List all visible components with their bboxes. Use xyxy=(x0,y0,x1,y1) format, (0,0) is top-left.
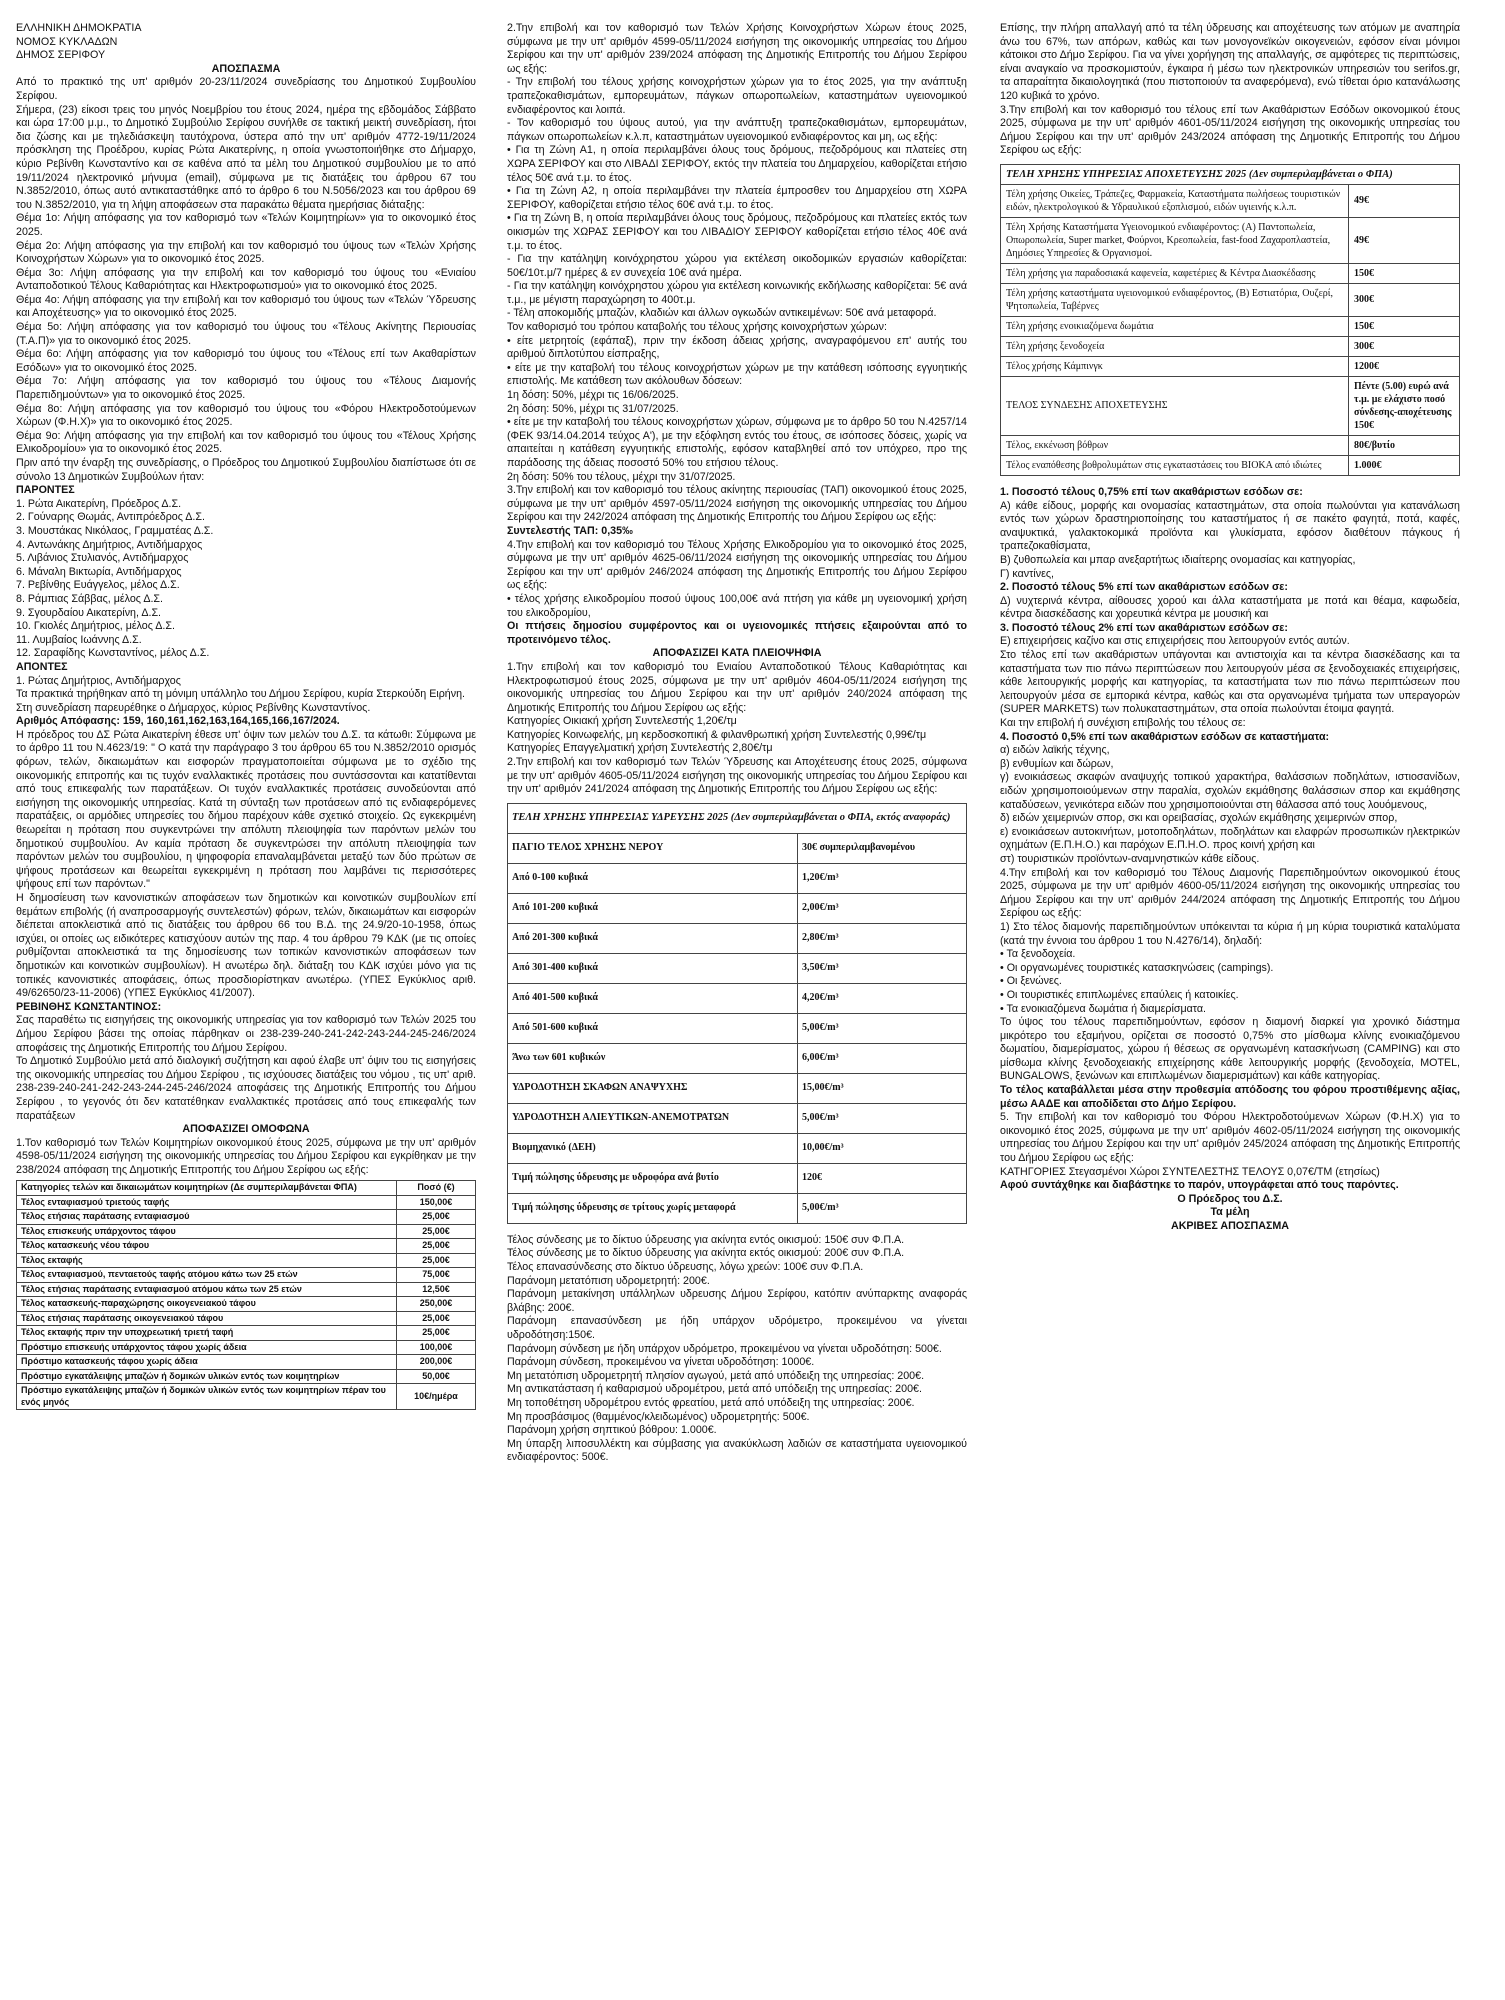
fee-label: Πρόστιμο εγκατάλειψης μπαζών ή δομικών υλικών εντός των κοιμητηρίων xyxy=(17,1369,397,1384)
agenda-item: Θέμα 9ο: Λήψη απόφασης για την επιβολή και τον καθορισμό του ύψους του «Τέλους Χρήσης Ελικοδρομίου» για το οικονομικό έτος 2025. xyxy=(16,429,476,456)
cemetery-fees-table xyxy=(16,1180,476,1410)
rate-heading: 2. Ποσοστό τέλους 5% επί των ακαθάριστων εσόδων σε: xyxy=(1000,581,1288,594)
list-item: β) ενθυμίων και δώρων, xyxy=(1000,757,1114,770)
fee-value: 49€ xyxy=(1349,184,1460,217)
member: 7. Ρεβίνθης Ευάγγελος, μέλος Δ.Σ. xyxy=(16,579,180,592)
table-header-cell: Ποσό (€) xyxy=(397,1181,476,1196)
sewer-fees-table xyxy=(1000,164,1460,476)
fee-label: Από 201-300 κυβικά xyxy=(508,923,798,953)
fee-value: 150,00€ xyxy=(397,1195,476,1210)
table-row xyxy=(17,1384,476,1410)
paragraph: Τέλος σύνδεσης με το δίκτυο ύδρευσης για ακίνητα εκτός οικισμού: 200€ συν Φ.Π.Α. xyxy=(507,1247,905,1260)
paragraph: Η δημοσίευση των κανονιστικών αποφάσεων των δημοτικών και κοινοτικών συμβουλίων επί θεμάτων επιβολής (ή αναπροσαρμογής συντελεστών) φόρων, τελών, δικαιωμάτων και εισφορών διέπεται αποκλειστικά από τις διατάξεις του άρθρου 66 του Β.Δ. της 24.9/20-10-1958, όπως ισχύει, οι οποίες ως ειδικότερες κατισχύουν αυτών της παρ. 4 του άρθρου 79 ΚΔΚ (με τις οποίες ρυθμίζονται αποκλειστικά τα της δημοσίευσης των τοπικών κανονιστικών αποφάσεων των δημοτικών και κοινοτικών συμβουλίων). Η ανωτέρω δηλ. διάταξη του ΚΔΚ ισχύει μόνο για τις τοπικές κανονιστικές αποφάσεις, όπως προσδιορίστηκαν ανωτέρω. (ΥΠΕΣ Εγκύκλιος αριθ. 49/62650/23-11-2006) (ΥΠΕΣ Εγκύκλιος 41/2007). xyxy=(16,892,476,1000)
member: 10. Γκιολές Δημήτριος, μέλος Δ.Σ. xyxy=(16,620,175,633)
certified-extract: ΑΚΡΙΒΕΣ ΑΠΟΣΠΑΣΜΑ xyxy=(1170,1220,1289,1232)
paragraph: Παράνομη σύνδεση με ήδη υπάρχον υδρόμετρο, προκειμένου να γίνεται υδροδότηση: 500€. xyxy=(507,1342,942,1355)
paragraph: Παράνομη επανασύνδεση με ήδη υπάρχον υδρόμετρο, προκειμένου να γίνεται υδροδότηση:150€. xyxy=(507,1315,967,1341)
table-row xyxy=(508,1163,967,1193)
table-row xyxy=(508,1193,967,1223)
fee-label: ΤΕΛΟΣ ΣΥΝΔΕΣΗΣ ΑΠΟΧΕΤΕΥΣΗΣ xyxy=(1001,376,1349,435)
fee-label: ΥΔΡΟΔΟΤΗΣΗ ΑΛΙΕΥΤΙΚΩΝ-ΑΝΕΜΟΤΡΑΤΩΝ xyxy=(508,1103,798,1133)
paragraph: Μη μετατόπιση υδρομετρητή πλησίον αγωγού, μετά από υπόδειξη της υπηρεσίας: 200€. xyxy=(507,1369,925,1382)
paragraph: Σήμερα, (23) είκοσι τρεις του μηνός Νοεμβρίου του έτους 2024, ημέρα της εβδομάδος Σάββατο και ώρα 17:00 μ.μ., το Δημοτικό Συμβούλιο Σερίφου συνήλθε σε τακτική μεικτή συνεδρίαση, ήτοι δια ζώσης και με τηλεδιάσκεψη ταυτόχρονα, ύστερα από την υπ' αριθμόν 4772-19/11/2024 πρόσκληση της Προέδρου, κυρίας Ρώτα Αικατερίνης, η οποία γνωστοποιήθηκε στο Δήμαρχο, κύριο Ρεβίνθη Κωνσταντίνο και σε καθένα από τα μέλη του Δημοτικού συμβουλίου με το από 19/11/2024 ηλεκτρονικό μήνυμα (email), σύμφωνα με τις διατάξεις του άρθρου 67 του Ν.3852/2010, όπως αυτό αντικαταστάθηκε από το άρθρο 6 του Ν.5056/2023 και του άρθρου 69 του Ν.3852/2010, για τη λήψη αποφάσεων στα παρακάτω θέματα ημερήσιας διάταξης: xyxy=(16,103,476,211)
paragraph: 1) Στο τέλος διαμονής παρεπιδημούντων υπόκεινται τα κύρια ή μη κύρια τουριστικά καταλύματα (κατά την έννοια του άρθρου 1 του Ν.4276/14), δηλαδή: xyxy=(1000,920,1460,947)
table-row xyxy=(1001,316,1460,336)
bullet-item: • Τα ξενοδοχεία. xyxy=(1000,948,1076,961)
fee-label: Βιομηχανικό (ΔΕΗ) xyxy=(508,1133,798,1163)
list-item: δ) ειδών χειμερινών σπορ, σκι και ορειβασίας, σχολών εκμάθησης χειμερινών σπορ, xyxy=(1000,812,1398,825)
paragraph: 2η δόση: 50% του τέλους, μέχρι την 31/07/2025. xyxy=(507,470,736,483)
absent-heading: ΑΠΟΝΤΕΣ xyxy=(16,660,68,673)
decision-heading: ΑΠΟΦΑΣΙΖΕΙ ΚΑΤΑ ΠΛΕΙΟΨΗΦΙΑ xyxy=(652,647,822,660)
list-item: γ) ενοικιάσεως σκαφών αναψυχής τοπικού χαρακτήρα, θαλάσσιων ποδηλάτων, ιστιοσανίδων, ειδών χρησιμοποιούμενων στην παραλία, σχολών εκμάθησης θαλάσσιων σπορ και εκμάθησης καταδύσεων, γενικότερα ειδών που χρησιμοποιούνται στη θάλασσα από τους λουόμενους, xyxy=(1000,771,1460,811)
paragraph: 2.Την επιβολή και τον καθορισμό των Τελών Ύδρευσης και Αποχέτευσης έτους 2025, σύμφωνα με την υπ' αριθμόν 4605-05/11/2024 εισήγηση της οικονομικής υπηρεσίας του Δήμου Σερίφου και την υπ' αριθμόν 241/2024 απόφαση της Δημοτικής Επιτροπής του Δήμου Σερίφου ως εξής: xyxy=(507,756,967,796)
table-row xyxy=(1001,184,1460,217)
fee-value: 30€ συμπεριλαμβανομένου xyxy=(798,833,967,863)
paragraph: 2η δόση: 50%, μέχρι τις 31/07/2025. xyxy=(507,402,679,415)
fee-label: Από 0-100 κυβικά xyxy=(508,863,798,893)
fee-value: 5,00€/m³ xyxy=(798,1103,967,1133)
bullet-item: • Για τη Ζώνη Β, η οποία περιλαμβάνει όλους τους δρόμους, πεζοδρόμους και πλατείες εκτός των οικισμών της ΧΩΡΑΣ ΣΕΡΙΦΟΥ και του ΛΙΒΑΔΙΟΥ ΣΕΡΙΦΟΥ καθορίζεται ετήσιο τέλος 40€ ανά τ.μ. το έτος. xyxy=(507,212,967,252)
table-row xyxy=(17,1268,476,1283)
fee-value: 3,50€/m³ xyxy=(798,953,967,983)
bullet-item: • είτε με την καταβολή του τέλους κοινοχρήστων χώρων, σύμφωνα με το άρθρο 50 του Ν.4257/14 (ΦΕΚ 93/14.04.2014 τεύχος Α'), με την εξόφληση εντός του έτους, σε ισόποσες δόσεις, χωρίς να απαιτείται η κατάθεση εγγυητικής επιστολής, εφόσον καταβληθεί από τον υπόχρεο, προ της παράδοσης της άδειας ποσοστό 50% του ετήσιου τέλους. xyxy=(507,416,967,469)
bullet-item: • Τα ενοικιαζόμενα δωμάτια ή διαμερίσματα. xyxy=(1000,1002,1207,1015)
fee-label: Τέλη χρήσης για παραδοσιακά καφενεία, καφετέριες & Κέντρα Διασκέδασης xyxy=(1001,263,1349,283)
fee-value: 250,00€ xyxy=(397,1297,476,1312)
list-item: στ) τουριστικών προϊόντων-αναμνηστικών κάθε είδους. xyxy=(1000,852,1260,865)
paragraph: Το τέλος καταβάλλεται μέσα στην προθεσμία απόδοσης του φόρου προστιθέμενης αξίας, μέσω ΑΑΔΕ και αποδίδεται στο Δήμο Σερίφου. xyxy=(1000,1084,1460,1110)
present-heading: ΠΑΡΟΝΤΕΣ xyxy=(16,484,75,497)
fee-value: 49€ xyxy=(1349,217,1460,263)
column-3 xyxy=(1000,22,1460,1234)
table-row xyxy=(1001,336,1460,356)
table-header-cell: Κατηγορίες τελών και δικαιωμάτων κοιμητηρίων (Δε συμπεριλαμβάνεται ΦΠΑ) xyxy=(17,1181,397,1196)
fee-label: Τέλος ετήσιας παράτασης ενταφιασμού ατόμου κάτω των 25 ετών xyxy=(17,1282,397,1297)
fee-label: Τέλος εκταφής πριν την υποχρεωτική τριετή ταφή xyxy=(17,1326,397,1341)
paragraph: Οι πτήσεις δημοσίου συμφέροντος και οι υγειονομικές πτήσεις εξαιρούνται από το προτεινόμενο τέλος. xyxy=(507,620,967,646)
table-row xyxy=(1001,455,1460,475)
paragraph: Στο τέλος επί των ακαθάριστων υπάγονται και αντιστοιχία και τα κέντρα διασκέδασης και τα καταστήματα των πιο πάνω περιπτώσεων που λειτουργούν μέσα σε ξενοδοχειακές επιχειρήσεις, κάθε λειτουργικής μορφής και κατηγορίας, τα καταστήματα των πιο πάνω περιπτώσεων που λειτουργούν μέσα σε εμπορικά κέντρα, καθώς και στα οργανωμένα τμήματα των υπεραγορών (SUPER MARKETS) των πολυκαταστημάτων, στα οποία πωλούνται έτοιμα φαγητά. xyxy=(1000,649,1460,716)
fee-label: Άνω των 601 κυβικών xyxy=(508,1043,798,1073)
signature-members: Τα μέλη xyxy=(1210,1206,1250,1219)
paragraph: Μη προσβάσιμος (θαμμένος/κλειδωμένος) υδρομετρητής: 500€. xyxy=(507,1410,810,1423)
table-row xyxy=(1001,435,1460,455)
fee-value: 4,20€/m³ xyxy=(798,983,967,1013)
fee-value: 15,00€/m³ xyxy=(798,1073,967,1103)
table-row xyxy=(1001,283,1460,316)
paragraph: - Για την κατάληψη κοινόχρηστου χώρου για εκτέλεση κοινωνικής εκδήλωσης καθορίζεται: 5€ ανά τ.μ., με μέγιστη παραχώρηση το 400τ.μ. xyxy=(507,280,967,306)
paragraph: Παράνομη χρήση σηπτικού βόθρου: 1.000€. xyxy=(507,1424,717,1437)
fee-label: Τέλος κατασκευής-παραχώρησης οικογενειακού τάφου xyxy=(17,1297,397,1312)
paragraph: Τέλος επανασύνδεσης στο δίκτυο ύδρευσης, λόγω χρεών: 100€ συν Φ.Π.Α. xyxy=(507,1261,864,1274)
member: 2. Γούναρης Θωμάς, Αντιπρόεδρος Δ.Σ. xyxy=(16,511,205,524)
paragraph: Τέλος σύνδεσης με το δίκτυο ύδρευσης για ακίνητα εντός οικισμού: 150€ συν Φ.Π.Α. xyxy=(507,1233,905,1246)
fee-value: 2,80€/m³ xyxy=(798,923,967,953)
bullet-item: • τέλος χρήσης ελικοδρομίου ποσού ύψους 100,00€ ανά πτήση για κάθε μη υγειονομική χρήση του ελικοδρομίου, xyxy=(507,592,967,619)
paragraph: Μη τοποθέτηση υδρομέτρου εντός φρεατίου, μετά από υπόδειξη της υπηρεσίας: 200€. xyxy=(507,1396,915,1409)
table-row xyxy=(17,1195,476,1210)
paragraph: Μη αντικατάσταση ή καθαρισμού υδρομέτρου, μετά από υπόδειξη της υπηρεσίας: 200€. xyxy=(507,1383,922,1396)
header-line-1: ΕΛΛΗΝΙΚΗ ΔΗΜΟΚΡΑΤΙΑ xyxy=(16,22,142,34)
bullet-item: • Οι ξενώνες. xyxy=(1000,975,1062,988)
table-row xyxy=(17,1326,476,1341)
agenda-item: Θέμα 4ο: Λήψη απόφασης για την επιβολή και τον καθορισμό του ύψους των «Τελών Ύδρευσης και Αποχέτευσης» για το οικονομικό έτος 2025. xyxy=(16,293,476,320)
paragraph: Β) ζυθοπωλεία και μπαρ ανεξαρτήτως ιδιαίτερης ονομασίας και κατηγορίας, xyxy=(1000,553,1356,566)
fee-label: Τέλος, εκκένωση βόθρων xyxy=(1001,435,1349,455)
paragraph: - Για την κατάληψη κοινόχρηστου χώρου για εκτέλεση οικοδομικών εργασιών καθορίζεται: 50€/10τ.μ/7 ημέρες & εν συνεχεία 10€ ανά ημέρα. xyxy=(507,253,967,279)
water-fees-table xyxy=(507,803,967,1224)
member: 3. Μουστάκας Νικόλαος, Γραμματέας Δ.Σ. xyxy=(16,524,214,537)
paragraph: 4.Την επιβολή και τον καθορισμό του Τέλους Χρήσης Ελικοδρομίου για το οικονομικό έτος 2025, σύμφωνα με την υπ' αριθμόν 4625-06/11/2024 εισήγηση της οικονομικής υπηρεσίας του Δήμου Σερίφου και την υπ' αριθμόν 246/2024 απόφαση της Δημοτικής Επιτροπής του Δήμου Σερίφου ως εξής: xyxy=(507,538,967,592)
paragraph: Ε) επιχειρήσεις καζίνο και στις επιχειρήσεις που λειτουργούν εντός αυτών. xyxy=(1000,635,1350,648)
list-item: ε) ενοικιάσεων αυτοκινήτων, μοτοποδηλάτων, ποδηλάτων και ελαφρών προσωπικών ηλεκτρικών οχημάτων (Ε.Π.Η.Ο.) και παρόχων Ε.Π.Η.Ο. προς κοινή χρήση και xyxy=(1000,825,1460,852)
fee-value: 75,00€ xyxy=(397,1268,476,1283)
agenda-item: Θέμα 2ο: Λήψη απόφασης για την επιβολή και τον καθορισμό του ύψους των «Τελών Χρήσης Κοινοχρήστων Χώρων» για το οικονομικό έτος 2025. xyxy=(16,239,476,266)
paragraph: Παράνομη σύνδεση, προκειμένου να γίνεται υδροδότηση: 1000€. xyxy=(507,1356,815,1369)
rate-heading: 3. Ποσοστό τέλους 2% επί των ακαθάριστων εσόδων σε: xyxy=(1000,621,1288,634)
table-row xyxy=(508,1103,967,1133)
fee-value: 300€ xyxy=(1349,283,1460,316)
table-header-row xyxy=(1001,164,1460,184)
member: 11. Λυμβαίος Ιωάννης Δ.Σ. xyxy=(16,633,142,646)
fee-label: Τέλη χρήσης ξενοδοχεία xyxy=(1001,336,1349,356)
header-line-2: ΝΟΜΟΣ ΚΥΚΛΑΔΩΝ xyxy=(16,35,118,48)
fee-value: 12,50€ xyxy=(397,1282,476,1297)
fee-value: 150€ xyxy=(1349,316,1460,336)
fee-label: Τέλη χρήσης καταστήματα υγειονομικού ενδιαφέροντος, (Β) Εστιατόρια, Ουζερί, Ψητοπωλεία, Ταβέρνες xyxy=(1001,283,1349,316)
fee-value: Πέντε (5.00) ευρώ ανά τ.μ. με ελάχιστο ποσό σύνδεσης-αποχέτευσης 150€ xyxy=(1349,376,1460,435)
fee-label: Τέλος ετήσιας παράτασης ενταφιασμού xyxy=(17,1210,397,1225)
table-row xyxy=(508,1133,967,1163)
fee-label: Πρόστιμο επισκευής υπάρχοντος τάφου χωρίς άδεια xyxy=(17,1340,397,1355)
fee-value: 100,00€ xyxy=(397,1340,476,1355)
paragraph: Και την επιβολή ή συνέχιση επιβολής του τέλους σε: xyxy=(1000,717,1246,730)
table-row xyxy=(17,1311,476,1326)
fee-label: Τέλος επισκευής υπάρχοντος τάφου xyxy=(17,1224,397,1239)
fee-value: 25,00€ xyxy=(397,1311,476,1326)
table-row xyxy=(508,1073,967,1103)
decision-number: Αριθμός Απόφασης: 159, 160,161,162,163,164,165,166,167/2024. xyxy=(16,715,340,728)
paragraph: - Τέλη αποκομιδής μπαζών, κλαδιών και άλλων ογκωδών αντικειμένων: 50€ ανά μεταφορά. xyxy=(507,307,937,320)
fee-value: 1,20€/m³ xyxy=(798,863,967,893)
paragraph: Κατηγορίες Οικιακή χρήση Συντελεστής 1,20€/τμ xyxy=(507,715,737,728)
paragraph: Κατηγορίες Κοινωφελής, μη κερδοσκοπική & φιλανθρωπική χρήση Συντελεστής 0,99€/τμ xyxy=(507,728,927,741)
table-row xyxy=(508,863,967,893)
paragraph: 1.Τον καθορισμό των Τελών Κοιμητηρίων οικονομικού έτους 2025, σύμφωνα με την υπ' αριθμόν 4598-05/11/2024 εισήγηση της οικονομικής υπηρεσίας του Δήμου Σερίφου και εγκρίθηκαν με την 238/2024 απόφαση της Δημοτικής Επιτροπής του Δήμου Σερίφου ως εξής: xyxy=(16,1136,476,1176)
fee-label: Από 501-600 κυβικά xyxy=(508,1013,798,1043)
bullet-item: • Για τη Ζώνη Α1, η οποία περιλαμβάνει όλους τους δρόμους, πεζοδρόμους και πλατείες στη ΧΩΡΑ ΣΕΡΙΦΟΥ και στο ΛΙΒΑΔΙ ΣΕΡΙΦΟΥ, εκτός την πλατεία του Δημαρχείου, καθορίζεται ετήσιο τέλος 50€ ανά τ.μ. το έτος. xyxy=(507,144,967,184)
table-row xyxy=(508,833,967,863)
paragraph: Στη συνεδρίαση παρευρέθηκε ο Δήμαρχος, κύριος Ρεβίνθης Κωνσταντίνος. xyxy=(16,701,371,714)
fee-value: 10€/ημέρα xyxy=(397,1384,476,1410)
paragraph: 1.Την επιβολή και τον καθορισμό του Ενιαίου Ανταποδοτικού Τέλους Καθαριότητας και Ηλεκτροφωτισμού έτους 2025, σύμφωνα με την υπ' αριθμόν 4604-05/11/2024 εισήγηση της οικονομικής υπηρεσίας του Δήμου Σερίφου και την υπ' αριθμόν 240/2024 απόφαση της Δημοτικής Επιτροπής του Δήμου Σερίφου ως εξής: xyxy=(507,660,967,714)
table-header-cell: ΤΕΛΗ ΧΡΗΣΗΣ ΥΠΗΡΕΣΙΑΣ ΑΠΟΧΕΤΕΥΣΗΣ 2025 (Δεν συμπεριλαμβάνεται ο ΦΠΑ) xyxy=(1001,164,1460,184)
paragraph: Επίσης, την πλήρη απαλλαγή από τα τέλη ύδρευσης και αποχέτευσης των ατόμων με αναπηρία άνω του 67%, των απόρων, καθώς και των μονογονεϊκών οικογενειών, εφόσον είναι μόνιμοι κάτοικοι στο Δήμο Σερίφου. Για να γίνει χορήγηση της απαλλαγής, σε αμφότερες τις περιπτώσεις, είναι αναγκαίο να προσκομιστούν, έγκαιρα ή μέσω των ηλεκτρονικών υπηρεσιών του serifos.gr, τα απαραίτητα δικαιολογητικά (που πιστοποιούν τα αναφερόμενα), ενώ τίθεται όριο κατανάλωσης 120 κυβικά το χρόνο. xyxy=(1000,22,1460,102)
agenda-item: Θέμα 5ο: Λήψη απόφασης για τον καθορισμό του ύψους του «Τέλους Ακίνητης Περιουσίας (Τ.Α.Π)» για το οικονομικό έτος 2025. xyxy=(16,321,476,347)
fee-label: Πρόστιμο κατασκευής τάφου χωρίς άδεια xyxy=(17,1355,397,1370)
member: 6. Μάναλη Βικτωρία, Αντιδήμαρχος xyxy=(16,565,182,578)
paragraph: 2.Την επιβολή και τον καθορισμό των Τελών Χρήσης Κοινοχρήστων Χώρων έτους 2025, σύμφωνα με την υπ' αριθμόν 4599-05/11/2024 εισήγηση της οικονομικής υπηρεσίας του Δήμου Σερίφου και την υπ' αριθμόν 239/2024 απόφαση της Δημοτικής Επιτροπής του Δήμου Σερίφου ως εξής: xyxy=(507,22,967,75)
paragraph: Δ) νυχτερινά κέντρα, αίθουσες χορού και άλλα καταστήματα με ποτά και θέαμα, καφωδεία, κέντρα διασκέδασης και χορευτικά κέντρα με μουσική και xyxy=(1000,594,1460,621)
paragraph: Από το πρακτικό της υπ' αριθμόν 20-23/11/2024 συνεδρίασης του Δημοτικού Συμβουλίου Σερίφου. xyxy=(16,76,476,102)
agenda-item: Θέμα 1ο: Λήψη απόφασης για τον καθορισμό των «Τελών Κοιμητηρίων» για το οικονομικό έτος 2025. xyxy=(16,212,476,238)
fee-value: 5,00€/m³ xyxy=(798,1013,967,1043)
fee-label: Τέλος εναπόθεσης βοθρολυμάτων στις εγκαταστάσεις του ΒΙΟΚΑ από ιδιώτες xyxy=(1001,455,1349,475)
decision-heading: ΑΠΟΦΑΣΙΖΕΙ ΟΜΟΦΩΝΑ xyxy=(182,1123,310,1136)
agenda-item: Θέμα 3ο: Λήψη απόφασης για την επιβολή και τον καθορισμό του ύψους του «Ενιαίου Ανταποδοτικού Τέλους Καθαριότητας και Ηλεκτροφωτισμού» για το οικονομικό έτος 2025. xyxy=(16,266,476,293)
table-row xyxy=(508,893,967,923)
fee-label: ΠΑΓΙΟ ΤΕΛΟΣ ΧΡΗΣΗΣ ΝΕΡΟΥ xyxy=(508,833,798,863)
fee-value: 50,00€ xyxy=(397,1369,476,1384)
table-row xyxy=(1001,217,1460,263)
fee-label: Τέλη χρήσης Οικείες, Τράπεζες, Φαρμακεία, Καταστήματα πωλήσεως τουριστικών ειδών, ηλεκτρολογικού & Υδραυλικού εξοπλισμού, ειδών υγιεινής κ.λ.π. xyxy=(1001,184,1349,217)
paragraph: ΚΑΤΗΓΟΡΙΕΣ Στεγασμένοι Χώροι ΣΥΝΤΕΛΕΣΤΗΣ ΤΕΛΟΥΣ 0,07€/ΤΜ (ετησίως) xyxy=(1000,1165,1380,1178)
fee-value: 6,00€/m³ xyxy=(798,1043,967,1073)
paragraph: - Τον καθορισμό του ύψους αυτού, για την ανάπτυξη τραπεζοκαθισμάτων, εμπορευμάτων, πάγκων οπωροπωλείων κ.λ.π, καταστημάτων υγειονομικού ενδιαφέροντος και μη, ως εξής: xyxy=(507,117,967,143)
bullet-item: • Οι οργανωμένες τουριστικές κατασκηνώσεις (campings). xyxy=(1000,961,1274,974)
fee-label: Τέλος ετήσιας παράτασης οικογενειακού τάφου xyxy=(17,1311,397,1326)
table-row xyxy=(17,1210,476,1225)
fee-value: 120€ xyxy=(798,1163,967,1193)
fee-label: Πρόστιμο εγκατάλειψης μπαζών ή δομικών υλικών εντός των κοιμητηρίων πέραν του ενός μηνός xyxy=(17,1384,397,1410)
paragraph: Τα πρακτικά τηρήθηκαν από τη μόνιμη υπάλληλο του Δήμου Σερίφου, κυρία Στερκούδη Ειρήνη. xyxy=(16,688,465,701)
bullet-item: • Οι τουριστικές επιπλωμένες επαύλεις ή κατοικίες. xyxy=(1000,988,1239,1001)
paragraph: 1η δόση: 50%, μέχρι τις 16/06/2025. xyxy=(507,389,679,402)
agenda-item: Θέμα 7ο: Λήψη απόφασης για τον καθορισμό του ύψους του «Τέλους Διαμονής Παρεπιδημούντων» για το οικονομικό έτος 2025. xyxy=(16,375,476,402)
member: 12. Σαραφίδης Κωνσταντίνος, μέλος Δ.Σ. xyxy=(16,647,210,660)
agenda-item: Θέμα 6ο: Λήψη απόφασης για τον καθορισμό του ύψους του «Τέλους επί των Ακαθαρίστων Εσόδων» για το οικονομικό έτος 2025. xyxy=(16,348,476,374)
fee-value: 25,00€ xyxy=(397,1253,476,1268)
fee-label: Τέλη χρήσης ενοικιαζόμενα δωμάτια xyxy=(1001,316,1349,336)
paragraph: Παράνομη μετατόπιση υδρομετρητή: 200€. xyxy=(507,1274,710,1287)
column-2 xyxy=(507,22,967,1465)
fee-value: 2,00€/m³ xyxy=(798,893,967,923)
member: 4. Αντωνάκης Δημήτριος, Αντιδήμαρχος xyxy=(16,538,203,551)
paragraph: Η πρόεδρος του ΔΣ Ρώτα Αικατερίνη έθεσε υπ' όψιν των μελών του Δ.Σ. τα κάτωθι: Σύμφωνα με το άρθρο 11 του Ν.4623/19: " Ο κατά την παράγραφο 3 του άρθρου 65 του Ν.3852/2010 ορισμός φόρων, τελών, δικαιωμάτων και εισφορών πραγματοποιείται σύμφωνα με το σχέδιο της οικονομικής επιτροπής και τις τυχόν εναλλακτικές προτάσεις που συντάσσονται και κατατίθενται από τους επικεφαλής των παρατάξεων. Οι τυχόν εναλλακτικές προτάσεις συνοδεύονται από εισήγηση της οικονομικής υπηρεσίας. Κατά τη σύνταξη των προτάσεων από τις ενδιαφερόμενες παρατάξεις, οι αρμόδιες υπηρεσίες του δήμου παρέχουν κάθε σχετικό στοιχείο. Ως εγκεκριμένη θεωρείται η πρόταση που συγκεντρώνει την απόλυτη πλειοψηφία των παρόντων μελών του δημοτικού συμβουλίου. Αν καμία πρόταση δε συγκεντρώσει την απόλυτη πλειοψηφία των παρόντων μελών του συμβουλίου, η ψηφοφορία επαναλαμβάνεται μεταξύ των δύο πρώτων σε ψήφους προτάσεων και θεωρείται εγκεκριμένη η πρόταση που λαμβάνει τις περισσότερες ψήφους επί των παρόντων." xyxy=(16,728,476,891)
table-row xyxy=(508,1013,967,1043)
table-row xyxy=(508,923,967,953)
fee-label: Από 301-400 κυβικά xyxy=(508,953,798,983)
paragraph: Μη ύπαρξη λιποσυλλέκτη και σύμβασης για ανακύκλωση λαδιών σε καταστήματα υγειονομικού ενδιαφέροντος: 500€. xyxy=(507,1437,967,1464)
paragraph: - Την επιβολή του τέλους χρήσης κοινοχρήστων χώρων για το έτος 2025, για την ανάπτυξη τραπεζοκαθισμάτων, εμπορευμάτων, πάγκων οπωροπωλείων, καταστημάτων υγειονομικού ενδιαφέροντος και λοιπά. xyxy=(507,76,967,116)
fee-label: Τέλη Χρήσης Καταστήματα Υγειονομικού ενδιαφέροντος: (Α) Παντοπωλεία, Οπωροπωλεία, Super market, Φούρνοι, Κρεοπωλεία, fast-food Ζαχαροπλαστεία, Δημόσιες Υπηρεσίες & Οργανισμοί. xyxy=(1001,217,1349,263)
member: 8. Ράμπιας Σάββας, μέλος Δ.Σ. xyxy=(16,592,164,605)
fee-label: ΥΔΡΟΔΟΤΗΣΗ ΣΚΑΦΩΝ ΑΝΑΨΥΧΗΣ xyxy=(508,1073,798,1103)
table-row xyxy=(1001,356,1460,376)
member: 9. Σγουρδαίου Αικατερίνη, Δ.Σ. xyxy=(16,606,162,619)
paragraph: Πριν από την έναρξη της συνεδρίασης, ο Πρόεδρος του Δημοτικού Συμβουλίου διαπίστωσε ότι σε σύνολο 13 Δημοτικών Συμβούλων ήταν: xyxy=(16,457,476,483)
rate-heading: 1. Ποσοστό τέλους 0,75% επί των ακαθάριστων εσόδων σε: xyxy=(1000,485,1303,498)
table-header-row xyxy=(17,1181,476,1196)
fee-label: Τέλος χρήσης Κάμπινγκ xyxy=(1001,356,1349,376)
paragraph: Γ) καντίνες, xyxy=(1000,567,1054,580)
fee-label: Τιμή πώλησης ύδρευσης σε τρίτους χωρίς μεταφορά xyxy=(508,1193,798,1223)
paragraph: Σας παραθέτω τις εισηγήσεις της οικονομικής υπηρεσίας για τον καθορισμό των Τελών 2025 του Δήμου Σερίφου βάσει της οποίας πάρθηκαν οι 238-239-240-241-242-243-244-245-246/2024 αποφάσεις της Δημοτικής Επιτροπής του Δήμου Σερίφου. xyxy=(16,1014,476,1054)
fee-value: 25,00€ xyxy=(397,1224,476,1239)
table-row xyxy=(508,983,967,1013)
member: 5. Λιβάνιος Στυλιανός, Αντιδήμαρχος xyxy=(16,552,189,565)
agenda-item: Θέμα 8ο: Λήψη απόφασης για τον καθορισμό του ύψους του «Φόρου Ηλεκτροδοτούμενων Χώρων (Φ.Η.Χ)» για το οικονομικό έτος 2025. xyxy=(16,402,476,429)
table-row xyxy=(17,1239,476,1254)
table-row xyxy=(17,1369,476,1384)
paragraph: 3.Την επιβολή και τον καθορισμό του τέλους επί των Ακαθάριστων Εσόδων οικονομικού έτους 2025, σύμφωνα με την υπ' αριθμόν 4601-05/11/2024 εισήγηση της οικονομικής υπηρεσίας του Δήμου Σερίφου και την υπ' αριθμόν 243/2024 απόφαση της Δημοτικής Επιτροπής του Δήμου Σερίφου ως εξής: xyxy=(1000,103,1460,157)
fee-value: 1.000€ xyxy=(1349,455,1460,475)
fee-label: Από 101-200 κυβικά xyxy=(508,893,798,923)
paragraph: Το Δημοτικό Συμβούλιο μετά από διαλογική συζήτηση και αφού έλαβε υπ' όψιν του τις εισηγήσεις της οικονομικής υπηρεσίας του Δήμου Σερίφου , τις ισχύουσες διατάξεις του νόμου , τις υπ' αριθ. 238-239-240-241-242-243-244-245-246/2024 αποφάσεις της Δημοτικής Επιτροπής του Δήμου Σερίφου , το γεγονός ότι δεν κατατέθηκαν εναλλακτικές προτάσεις από τους επικεφαλής των παρατάξεων xyxy=(16,1055,476,1122)
fee-value: 10,00€/m³ xyxy=(798,1133,967,1163)
member: 1. Ρώτας Δημήτριος, Αντιδήμαρχος xyxy=(16,674,181,687)
closing-statement: Αφού συντάχθηκε και διαβάστηκε το παρόν, υπογράφεται από τους παρόντες. xyxy=(1000,1179,1399,1192)
fee-value: 25,00€ xyxy=(397,1239,476,1254)
paragraph: 4.Την επιβολή και τον καθορισμό του Τέλους Διαμονής Παρεπιδημούντων οικονομικού έτους 2025, σύμφωνα με την υπ' αριθμόν 4600-05/11/2024 εισήγηση της οικονομικής υπηρεσίας του Δήμου Σερίφου και την υπ' αριθμόν 244/2024 απόφαση της Δημοτικής Επιτροπής του Δήμου Σερίφου ως εξής: xyxy=(1000,866,1460,920)
column-1 xyxy=(16,22,476,1410)
table-row xyxy=(17,1224,476,1239)
table-row xyxy=(17,1297,476,1312)
fee-label: Τέλος εκταφής xyxy=(17,1253,397,1268)
header-line-3: ΔΗΜΟΣ ΣΕΡΙΦΟΥ xyxy=(16,49,106,62)
table-row xyxy=(17,1282,476,1297)
fee-value: 1200€ xyxy=(1349,356,1460,376)
table-row xyxy=(17,1253,476,1268)
table-row xyxy=(508,953,967,983)
fee-value: 80€/βυτίο xyxy=(1349,435,1460,455)
fee-value: 25,00€ xyxy=(397,1210,476,1225)
fee-value: 25,00€ xyxy=(397,1326,476,1341)
bullet-item: • Για τη Ζώνη Α2, η οποία περιλαμβάνει την πλατεία έμπροσθεν του Δημαρχείου στη ΧΩΡΑ ΣΕΡΙΦΟΥ, καθορίζεται ετήσιο τέλος 60€ ανά τ.μ. το έτος. xyxy=(507,185,967,211)
paragraph: 5. Την επιβολή και τον καθορισμό του Φόρου Ηλεκτροδοτούμενων Χώρων (Φ.Η.Χ) για το οικονομικό έτος 2025, σύμφωνα με την υπ' αριθμόν 4602-05/11/2024 εισήγηση της οικονομικής υπηρεσίας του Δήμου Σερίφου και την υπ' αριθμόν 245/2024 απόφαση της Δημοτικής Επιτροπής του Δήμου Σερίφου ως εξής: xyxy=(1000,1111,1460,1165)
fee-value: 200,00€ xyxy=(397,1355,476,1370)
bullet-item: • είτε μετρητοίς (εφάπαξ), πριν την έκδοση άδειας χρήσης, αναγραφόμενου επ' αυτής του αριθμού διπλοτύπου είσπραξης, xyxy=(507,334,967,361)
table-row xyxy=(1001,376,1460,435)
bullet-item: • είτε με την καταβολή του τέλους κοινοχρήστων χώρων με την κατάθεση ισόποσης εγγυητικής επιστολής. Με κατάθεση των ακόλουθων δόσεων: xyxy=(507,361,967,388)
table-header-row xyxy=(508,803,967,833)
document-title: ΑΠΟΣΠΑΣΜΑ xyxy=(211,62,281,75)
rate-heading: 4. Ποσοστό 0,5% επί των ακαθάριστων εσόδων σε καταστήματα: xyxy=(1000,730,1330,743)
paragraph: 3.Την επιβολή και τον καθορισμό του τέλους ακίνητης περιουσίας (ΤΑΠ) οικονομικού έτους 2025, σύμφωνα με την υπ' αριθμόν 4597-05/11/2024 εισήγηση της οικονομικής υπηρεσίας του Δήμου Σερίφου και την 242/2024 απόφαση της Δημοτικής Επιτροπής του Δήμου Σερίφου ως εξής: xyxy=(507,484,967,524)
fee-value: 300€ xyxy=(1349,336,1460,356)
fee-label: Τέλος κατασκευής νέου τάφου xyxy=(17,1239,397,1254)
paragraph: Παράνομη μετακίνηση υπάλληλων υδρευσης Δήμου Σερίφου, κατόπιν ανύπαρκτης αναφοράς βλάβης: 200€. xyxy=(507,1288,967,1314)
fee-value: 5,00€/m³ xyxy=(798,1193,967,1223)
table-row xyxy=(508,1043,967,1073)
fee-label: Από 401-500 κυβικά xyxy=(508,983,798,1013)
table-row xyxy=(17,1340,476,1355)
signature-chair: Ο Πρόεδρος του Δ.Σ. xyxy=(1177,1192,1283,1205)
fee-value: 150€ xyxy=(1349,263,1460,283)
fee-label: Τιμή πώλησης ύδρευσης με υδροφόρα ανά βυτίο xyxy=(508,1163,798,1193)
table-row xyxy=(17,1355,476,1370)
table-row xyxy=(1001,263,1460,283)
paragraph: Κατηγορίες Επαγγελματική χρήση Συντελεστής 2,80€/τμ xyxy=(507,742,773,755)
fee-label: Τέλος ενταφιασμού τριετούς ταφής xyxy=(17,1195,397,1210)
list-item: α) ειδών λαϊκής τέχνης, xyxy=(1000,744,1110,757)
member: 1. Ρώτα Αικατερίνη, Πρόεδρος Δ.Σ. xyxy=(16,497,182,510)
paragraph: Α) κάθε είδους, μορφής και ονομασίας καταστημάτων, στα οποία πωλούνται για κατανάλωση εντός των χώρων δραστηριοποίησης του καταστήματος ή σε πακέτο φαγητά, ποτά, καφές, αναψυκτικά, γαλακτοκομικά προϊόντα και γλυκίσματα, εφόσον διαθέτουν πάγκους ή τραπεζοκαθίσματα, xyxy=(1000,499,1460,553)
paragraph: Τον καθορισμό του τρόπου καταβολής του τέλους χρήσης κοινοχρήστων χώρων: xyxy=(507,321,887,334)
table-header-cell: ΤΕΛΗ ΧΡΗΣΗΣ ΥΠΗΡΕΣΙΑΣ ΥΔΡΕΥΣΗΣ 2025 (Δεν συμπεριλαμβάνεται ο ΦΠΑ, εκτός αναφοράς) xyxy=(508,803,967,833)
paragraph: Το ύψος του τέλους παρεπιδημούντων, εφόσον η διαμονή διαρκεί για χρονικό διάστημα μικρότερο του εξαμήνου, ορίζεται σε ποσοστό 0,75% στο μίσθωμα κλίνης ενοικιαζόμενου δωματίου, διαμερίσματος, χώρου ή θέσεως σε οργανωμένη κατασκήνωση (CAMPING) και στο μίσθωμα κλίνης ξενοδοχειακής επιχείρησης κάθε λειτουργικής μορφής (ξενοδοχεία, MOTEL, BUNGALOWS, ξενώνων και επιπλωμένων διαμερισμάτων) και κάθε κατηγορίας. xyxy=(1000,1016,1460,1083)
fee-label: Τέλος ενταφιασμού, πενταετούς ταφής ατόμου κάτω των 25 ετών xyxy=(17,1268,397,1283)
speaker-heading: ΡΕΒΙΝΘΗΣ ΚΩΝΣΤΑΝΤΙΝΟΣ: xyxy=(16,1000,162,1013)
tap-rate: Συντελεστής ΤΑΠ: 0,35‰ xyxy=(507,524,633,537)
